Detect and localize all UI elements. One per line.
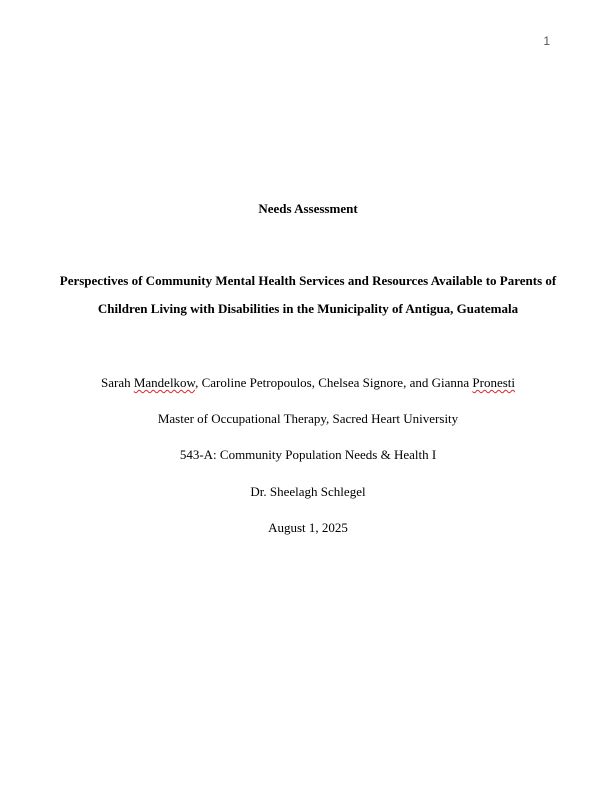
author-text-part-1: Sarah [100, 375, 134, 390]
author-text-part-2: , Caroline Petropoulos, Chelsea Signore, and Gianna [195, 375, 473, 390]
document-heading: Needs Assessment [258, 201, 358, 216]
misspelled-word-mandelkow[interactable]: Mandelkow [133, 375, 196, 390]
paper-title-line-1: Perspectives of Community Mental Health Services and Resources Available to Parents of [59, 273, 557, 288]
misspelled-word-pronesti[interactable]: Pronesti [472, 375, 516, 390]
course-name: 543-A: Community Population Needs & Health I [179, 447, 437, 462]
page-number: 1 [543, 34, 550, 48]
author-list [0, 375, 616, 391]
submission-date: August 1, 2025 [268, 520, 348, 535]
program-affiliation: Master of Occupational Therapy, Sacred Heart University [157, 411, 459, 426]
instructor-name: Dr. Sheelagh Schlegel [250, 484, 366, 499]
paper-title-line-2: Children Living with Disabilities in the Municipality of Antigua, Guatemala [97, 301, 519, 316]
